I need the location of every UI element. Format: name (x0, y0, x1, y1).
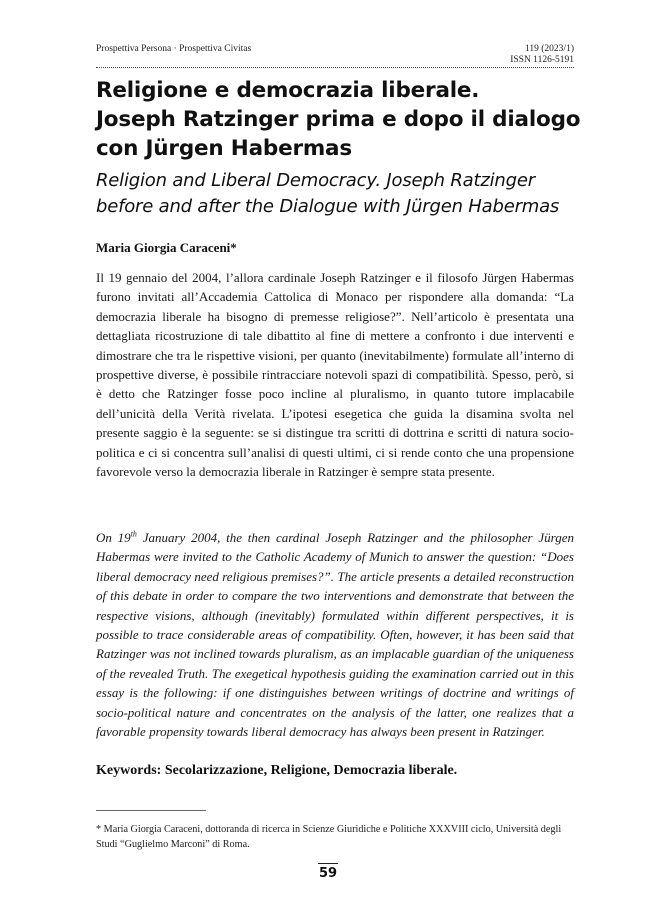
title-line-1: Religione e democrazia liberale. (96, 78, 480, 103)
issn: ISSN 1126-5191 (510, 55, 574, 65)
footnote-divider (96, 810, 206, 811)
issue-info (510, 44, 574, 66)
english-title (96, 168, 586, 220)
author-name: Maria Giorgia Caraceni* (96, 240, 237, 255)
abstract-en-superscript: th (130, 529, 137, 539)
subtitle-line-1: Religion and Liberal Democracy. Joseph Ratzinger (96, 170, 535, 191)
header-divider (96, 67, 574, 68)
page-number-rule (318, 863, 338, 864)
page-number: 59 (318, 866, 338, 881)
abstract-en-start: On 19 (96, 530, 131, 545)
footnote: * Maria Giorgia Caraceni, dottoranda di ricerca in Scienze Giuridiche e Politiche XXXVIII ciclo, Università degli Studi “Guglielmo Marconi” di Roma. (96, 824, 562, 850)
issue-number: 119 (2023/1) (525, 44, 574, 54)
keywords: Keywords: Secolarizzazione, Religione, Democrazia liberale. (96, 763, 458, 778)
subtitle-line-2: before and after the Dialogue with Jürgen Habermas (96, 196, 560, 217)
abstract-en-rest: January 2004, the then cardinal Joseph Ratzinger and the philosopher Jürgen Habermas were invited to the Catholic Academy of Munich to answer the question: “Does liberal democracy need religious premises?”. The article presents a detailed reconstruction of this debate in order to compare the two interventions and demonstrate that between the respective visions, although (inevitably) formulated within different perspectives, it is possible to trace considerable areas of compatibility. Often, however, it has been said that Ratzinger was not inclined towards pluralism, as an implacable guardian of the uniqueness of the revealed Truth. The exegetical hypothesis guiding the examination carried out in this essay is the following: if one distinguishes between writings of doctrine and writings of socio-political nature and concentrates on the analysis of the latter, one realizes that a favorable propensity towards liberal democracy has always been present in Ratzinger. (96, 530, 575, 740)
article-title (96, 76, 586, 163)
abstract-italian: Il 19 gennaio del 2004, l’allora cardinale Joseph Ratzinger e il filosofo Jürgen Habermas furono invitati all’Accademia Cattolica di Monaco per rispondere alla domanda: “La democrazia liberale ha bisogno di premesse religiose?”. Nell’articolo è presentata una dettagliata ricostruzione di tale dibattito al fine di mettere a confronto i due interventi e dimostrare che tra le rispettive visioni, per quanto (inevitabilmente) formulate all’interno di prospettive diverse, è possibile rintracciare notevoli spazi di compatibilità. Spesso, però, si è detto che Ratzinger fosse poco incline al pluralismo, in quanto tutore implacabile dell’unicità della Verità rivelata. L’ipotesi esegetica che guida la disamina svolta nel presente saggio è la seguente: se si distingue tra scritti di dottrina e scritti di natura socio-politica e ci si concentra sull’analisi di questi ultimi, ci si rende conto che una propensione favorevole verso la democrazia liberale in Ratzinger è sempre stata presente. (96, 270, 574, 480)
journal-name: Prospettiva Persona · Prospettiva Civitas (96, 44, 252, 54)
title-line-3: con Jürgen Habermas (96, 136, 352, 161)
title-line-2: Joseph Ratzinger prima e dopo il dialogo (96, 107, 581, 132)
abstract-english (96, 528, 574, 741)
